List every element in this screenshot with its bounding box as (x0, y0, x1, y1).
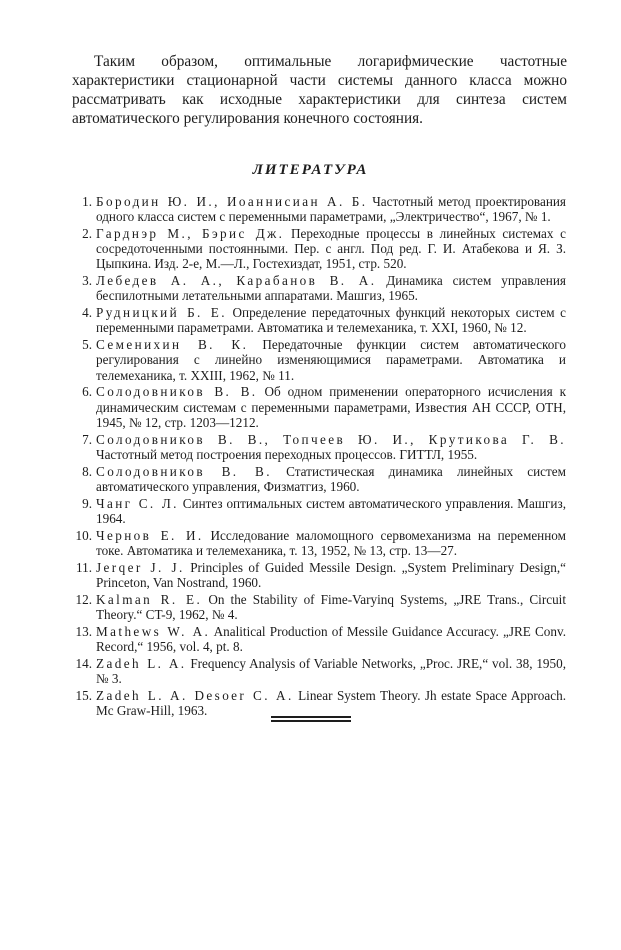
reference-text (96, 592, 566, 622)
reference-item (66, 528, 566, 558)
reference-number: 1. (82, 194, 92, 209)
reference-number: 11. (76, 559, 92, 575)
reference-text (96, 496, 566, 526)
reference-text (96, 624, 566, 654)
reference-number: 12. (75, 591, 92, 607)
reference-authors: Jerqer J. J. (96, 559, 185, 575)
reference-number: 3. (82, 273, 92, 289)
reference-authors: Бородин Ю. И., Иоаннисиан А. Б. (96, 194, 368, 209)
reference-text (96, 528, 566, 558)
reference-item (66, 624, 566, 654)
reference-number: 8. (82, 463, 92, 479)
reference-item (66, 226, 566, 272)
reference-details: Синтез оптимальных систем автоматического управления. Машгиз, 1964. (96, 495, 566, 526)
reference-text (96, 273, 566, 303)
reference-authors: Zadeh L. A. Desoer C. A. (96, 687, 294, 703)
reference-text (96, 656, 566, 686)
reference-details: Исследование маломощного сервомеханизма на переменном токе. Автоматика и телемеханика, т. 13, 1952, № 13, стр. 13—27. (96, 527, 566, 558)
reference-item (66, 464, 566, 494)
reference-details: On the Stability of Fime-Varyinq Systems, „JRE Trans., Circuit Theory.“ CT-9, 1962, № 4. (96, 591, 566, 622)
reference-authors: Лебедев А. А., Карабанов В. А. (96, 273, 377, 289)
reference-text (96, 226, 566, 272)
reference-item (66, 592, 566, 622)
reference-details: Частотный метод проектирования одного класса систем с переменными параметрами, „Электричество“, 1967, № 1. (96, 194, 566, 225)
reference-details: Frequency Analysis of Variable Networks, „Proc. JRE,“ vol. 38, 1950, № 3. (96, 655, 566, 686)
reference-text (96, 337, 566, 383)
reference-number: 15. (75, 687, 92, 703)
reference-item (66, 194, 566, 224)
intro-paragraph: Таким образом, оптимальные логарифмические частотные характеристики стационарной части системы данного класса можно рассматривать как исходные характеристики для синтеза систем автоматического регулирования конечного состояния. (72, 53, 567, 127)
reference-authors: Солодовников В. В. (96, 463, 272, 479)
reference-item (66, 273, 566, 303)
reference-details: Передаточные функции систем автоматического регулирования с линейно изменяющимися параметрами. Автоматика и телемеханика, т. XXIII, 1962, № 11. (96, 337, 566, 383)
reference-authors: Чернов Е. И. (96, 527, 204, 543)
reference-details: Переходные процессы в линейных системах с сосредоточенными постоянными. Пер. с англ. Под ред. Г. И. Атабекова и Я. З. Цыпкина. Изд. 2-е, М.—Л., Гостехиздат, 1951, стр. 520. (96, 226, 566, 272)
reference-details: Principles of Guided Messile Design. „System Preliminary Design,“ Princeton, Van Nostrand, 1960. (96, 559, 566, 590)
reference-authors: Семенихин В. К. (96, 337, 249, 353)
reference-authors: Солодовников В. В. (96, 384, 258, 400)
reference-details: Определение передаточных функций некоторых систем с переменными параметрами. Автоматика и телемеханика, т. XXI, 1960, № 12. (96, 305, 566, 336)
reference-item (66, 305, 566, 335)
reference-authors: Kalman R. E. (96, 591, 203, 607)
reference-details: Частотный метод построения переходных процессов. ГИТТЛ, 1955. (96, 446, 478, 462)
reference-list (66, 194, 566, 720)
reference-details: Статистическая динамика линейных систем автоматического управления, Физматгиз, 1960. (96, 463, 566, 494)
reference-authors: Рудницкий Б. Е. (96, 305, 227, 321)
reference-details: Linear System Theory. Jh estate Space Approach. Mc Graw-Hill, 1963. (96, 687, 566, 718)
reference-item (66, 384, 566, 430)
reference-text (96, 464, 566, 494)
reference-authors: Гарднэр М., Бэрис Дж. (96, 226, 285, 241)
reference-item (66, 337, 566, 383)
reference-number: 5. (82, 337, 92, 353)
literature-heading: ЛИТЕРАТУРА (252, 162, 369, 178)
reference-text (96, 384, 566, 430)
reference-number: 14. (75, 655, 92, 671)
reference-authors: Солодовников В. В., Топчеев Ю. И., Крутикова Г. В. (96, 431, 566, 447)
reference-item (66, 656, 566, 686)
reference-number: 4. (82, 305, 92, 321)
end-of-chapter-rule (271, 716, 351, 722)
reference-number: 10. (75, 527, 92, 543)
reference-item (66, 688, 566, 718)
reference-details: Об одном применении операторного исчисления к динамическим системам с переменными параметрами, Известия АН СССР, ОТН, 1945, № 12, стр. 1203—1212. (96, 384, 566, 430)
reference-text (96, 194, 566, 224)
reference-details: Динамика систем управления беспилотными летательными аппаратами. Машгиз, 1965. (96, 273, 566, 304)
reference-number: 13. (75, 623, 92, 639)
reference-number: 2. (82, 226, 92, 241)
reference-number: 6. (82, 384, 92, 400)
reference-authors: Чанг С. Л. (96, 495, 179, 511)
reference-item (66, 496, 566, 526)
reference-text (96, 305, 566, 335)
reference-authors: Mathews W. A. (96, 623, 211, 639)
reference-authors: Zadeh L. A. (96, 655, 187, 671)
reference-item (66, 560, 566, 590)
reference-text (96, 432, 566, 462)
reference-number: 7. (82, 431, 92, 447)
reference-text (96, 560, 566, 590)
reference-text (96, 688, 566, 718)
reference-number: 9. (82, 495, 92, 511)
reference-item (66, 432, 566, 462)
reference-details: Analitical Production of Messile Guidance Accuracy. „JRE Conv. Record,“ 1956, vol. 4, pt. 8. (96, 623, 567, 654)
